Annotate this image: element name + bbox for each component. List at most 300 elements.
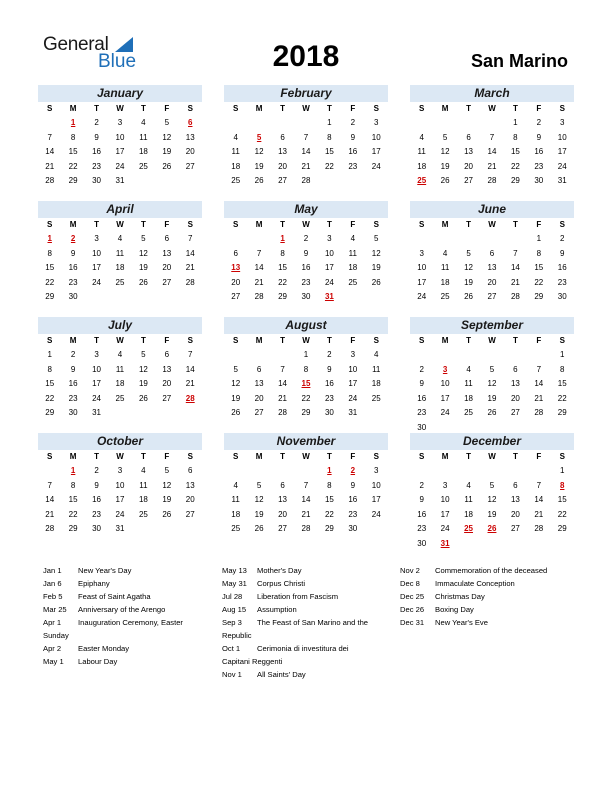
day-cell: 10 <box>92 248 101 258</box>
day-cell: 18 <box>231 161 241 171</box>
day-cell: 9 <box>94 480 99 490</box>
day-cell: 5 <box>141 234 146 243</box>
weekday-label: W <box>116 336 124 345</box>
day-cell: 29 <box>278 292 287 301</box>
day-cell: 18 <box>464 509 473 519</box>
day-cell: 31 <box>115 176 125 185</box>
day-cell: 7 <box>489 132 495 142</box>
day-cell: 22 <box>278 277 287 287</box>
day-cell: 13 <box>464 147 473 156</box>
day-cell: 11 <box>372 364 381 374</box>
weekday-label: T <box>512 336 518 345</box>
weekday-label: S <box>419 220 425 229</box>
month-september <box>410 317 574 435</box>
weekday-label: F <box>164 336 170 345</box>
day-cell: 8 <box>327 480 332 490</box>
holiday-entry <box>43 642 221 655</box>
day-cell: 10 <box>115 480 125 490</box>
holiday-name: Cerimonia di investitura dei <box>257 644 349 653</box>
day-cell: 4 <box>466 480 471 490</box>
holiday-date: Oct 1 <box>222 644 241 653</box>
weekday-label: S <box>187 452 193 461</box>
empty-day-cell <box>527 348 550 363</box>
day-cell: 20 <box>510 509 520 519</box>
weekday-label: S <box>47 336 53 345</box>
day-cell: 16 <box>92 495 101 504</box>
month-april <box>38 201 202 305</box>
day-cell: 1 <box>536 234 542 243</box>
day-cell: 29 <box>301 408 311 417</box>
day-cell: 6 <box>233 248 238 258</box>
day-cell: 9 <box>327 364 332 374</box>
month-days-grid <box>410 102 574 189</box>
holiday-day-cell: 1 <box>70 118 76 127</box>
day-cell: 2 <box>303 234 309 243</box>
day-cell: 4 <box>374 350 379 359</box>
day-cell: 19 <box>254 161 264 171</box>
day-cell: 2 <box>419 480 424 490</box>
holiday-date: Nov 1 <box>222 670 242 679</box>
day-cell: 25 <box>440 292 450 301</box>
day-cell: 24 <box>348 393 358 403</box>
day-cell: 6 <box>489 248 495 258</box>
day-cell: 21 <box>301 509 311 519</box>
empty-day-cell <box>457 464 480 479</box>
holiday-date: Apr 1 <box>43 618 62 627</box>
day-cell: 11 <box>440 263 450 272</box>
weekday-label: W <box>488 452 496 461</box>
day-cell: 17 <box>92 379 101 388</box>
day-cell: 28 <box>301 524 311 533</box>
holiday-name: Labour Day <box>78 657 118 666</box>
month-days-grid <box>224 218 388 305</box>
day-cell: 23 <box>348 509 358 519</box>
empty-day-cell <box>224 348 247 363</box>
weekday-label: M <box>255 220 263 229</box>
day-cell: 13 <box>162 364 172 374</box>
day-cell: 15 <box>68 147 78 156</box>
day-cell: 17 <box>324 263 334 272</box>
month-days-grid <box>410 218 574 305</box>
day-cell: 4 <box>141 466 146 475</box>
weekday-label: M <box>69 336 77 345</box>
weekday-label: S <box>373 104 379 113</box>
holiday-entry <box>222 603 400 616</box>
day-cell: 25 <box>115 393 125 403</box>
day-cell: 22 <box>68 161 78 171</box>
day-cell: 30 <box>92 176 101 185</box>
day-cell: 25 <box>371 393 381 403</box>
day-cell: 4 <box>117 350 123 359</box>
weekday-label: T <box>512 220 518 229</box>
empty-day-cell <box>38 116 61 131</box>
day-cell: 23 <box>92 509 101 519</box>
empty-day-cell <box>433 116 456 131</box>
weekday-label: F <box>350 336 356 345</box>
empty-day-cell <box>410 464 433 479</box>
day-cell: 3 <box>94 350 99 359</box>
day-cell: 27 <box>510 524 520 533</box>
weekday-label: W <box>302 220 310 229</box>
day-cell: 9 <box>350 480 356 490</box>
day-cell: 13 <box>185 132 195 142</box>
day-cell: 29 <box>45 408 55 417</box>
holiday-date: May 31 <box>222 579 247 588</box>
day-cell: 22 <box>534 277 544 287</box>
day-cell: 28 <box>185 277 195 287</box>
month-october <box>38 433 202 537</box>
day-cell: 7 <box>47 132 52 142</box>
day-cell: 3 <box>560 118 565 127</box>
holiday-date: Feb 5 <box>43 592 63 601</box>
holiday-entry <box>43 564 221 577</box>
day-cell: 27 <box>185 161 195 171</box>
day-cell: 30 <box>68 292 78 301</box>
day-cell: 9 <box>350 132 356 142</box>
holiday-date: Jul 28 <box>222 592 243 601</box>
day-cell: 23 <box>557 277 567 287</box>
day-cell: 11 <box>231 147 240 156</box>
day-cell: 5 <box>489 480 495 490</box>
day-cell: 26 <box>162 509 172 519</box>
month-header: October <box>38 433 202 450</box>
holiday-entry <box>43 603 221 616</box>
weekday-label: F <box>350 220 356 229</box>
day-cell: 1 <box>303 350 309 359</box>
day-cell: 21 <box>487 161 497 171</box>
empty-day-cell <box>480 348 503 363</box>
weekday-label: W <box>488 104 496 113</box>
holiday-entry <box>400 577 578 590</box>
empty-day-cell <box>224 232 247 247</box>
day-cell: 6 <box>280 132 285 142</box>
day-cell: 9 <box>303 248 309 258</box>
empty-day-cell <box>38 464 61 479</box>
weekday-label: S <box>233 220 239 229</box>
day-cell: 18 <box>138 147 148 156</box>
empty-day-cell <box>271 116 294 131</box>
day-cell: 28 <box>487 176 497 185</box>
empty-day-cell <box>247 348 270 363</box>
day-cell: 29 <box>557 408 567 417</box>
weekday-label: T <box>140 336 146 345</box>
day-cell: 28 <box>301 176 311 185</box>
day-cell: 8 <box>280 248 285 258</box>
month-days-grid <box>38 102 202 189</box>
day-cell: 23 <box>417 524 427 533</box>
day-cell: 8 <box>47 364 52 374</box>
day-cell: 17 <box>417 277 427 287</box>
weekday-label: T <box>280 452 285 461</box>
day-cell: 10 <box>440 495 450 504</box>
day-cell: 11 <box>348 248 357 258</box>
day-cell: 6 <box>164 234 170 243</box>
day-cell: 17 <box>557 147 567 156</box>
day-cell: 24 <box>92 277 101 287</box>
empty-day-cell <box>433 348 456 363</box>
day-cell: 12 <box>138 364 148 374</box>
weekday-label: W <box>302 336 310 345</box>
day-cell: 30 <box>92 524 101 533</box>
day-cell: 3 <box>117 466 123 475</box>
day-cell: 18 <box>371 379 381 388</box>
day-cell: 4 <box>233 480 238 490</box>
day-cell: 10 <box>371 480 381 490</box>
month-may <box>224 201 388 305</box>
day-cell: 3 <box>350 350 356 359</box>
empty-day-cell <box>294 116 317 131</box>
day-cell: 23 <box>68 277 78 287</box>
weekday-label: M <box>69 104 77 113</box>
month-december <box>410 433 574 551</box>
day-cell: 31 <box>557 176 567 185</box>
day-cell: 22 <box>301 393 311 403</box>
day-cell: 19 <box>371 263 381 272</box>
month-days-grid <box>38 450 202 537</box>
day-cell: 16 <box>92 147 101 156</box>
empty-day-cell <box>457 348 480 363</box>
day-cell: 13 <box>510 379 520 388</box>
day-cell: 15 <box>557 379 567 388</box>
weekday-label: M <box>69 452 77 461</box>
day-cell: 14 <box>534 495 544 504</box>
weekday-label: F <box>536 336 542 345</box>
day-cell: 9 <box>560 248 565 258</box>
day-cell: 29 <box>68 176 78 185</box>
day-cell: 19 <box>138 379 148 388</box>
day-cell: 3 <box>327 234 332 243</box>
day-cell: 20 <box>510 393 520 403</box>
day-cell: 21 <box>185 379 195 388</box>
weekday-label: M <box>255 104 263 113</box>
holiday-day-cell: 31 <box>324 292 334 301</box>
day-cell: 4 <box>442 248 448 258</box>
weekday-label: T <box>140 452 146 461</box>
weekday-label: S <box>233 104 239 113</box>
day-cell: 12 <box>440 147 450 156</box>
day-cell: 22 <box>510 161 520 171</box>
day-cell: 12 <box>231 379 241 388</box>
day-cell: 24 <box>371 161 381 171</box>
holiday-date: Sep 3 <box>222 618 242 627</box>
day-cell: 5 <box>164 118 170 127</box>
day-cell: 15 <box>324 147 334 156</box>
day-cell: 24 <box>371 509 381 519</box>
day-cell: 11 <box>115 248 125 258</box>
month-july <box>38 317 202 421</box>
weekday-label: T <box>466 104 471 113</box>
holiday-column <box>222 564 400 681</box>
day-cell: 18 <box>231 509 241 519</box>
day-cell: 27 <box>510 408 520 417</box>
day-cell: 11 <box>231 495 240 504</box>
day-cell: 2 <box>94 466 99 475</box>
day-cell: 26 <box>162 161 172 171</box>
day-cell: 8 <box>536 248 542 258</box>
empty-day-cell <box>271 464 294 479</box>
logo-text-general: General <box>43 34 109 55</box>
weekday-label: S <box>419 336 425 345</box>
day-cell: 4 <box>233 132 238 142</box>
day-cell: 5 <box>374 234 379 243</box>
day-cell: 29 <box>557 524 567 533</box>
weekday-label: W <box>116 104 124 113</box>
holiday-entry <box>400 603 578 616</box>
day-cell: 9 <box>419 379 424 388</box>
day-cell: 4 <box>117 234 123 243</box>
weekday-label: T <box>326 336 332 345</box>
day-cell: 23 <box>324 393 334 403</box>
weekday-label: M <box>255 336 263 345</box>
empty-day-cell <box>410 348 433 363</box>
month-february <box>224 85 388 189</box>
day-cell: 21 <box>254 277 264 287</box>
day-cell: 17 <box>92 263 101 272</box>
empty-day-cell <box>433 464 456 479</box>
holiday-entry <box>400 590 578 603</box>
holiday-day-cell: 5 <box>256 132 262 142</box>
day-cell: 16 <box>534 147 544 156</box>
holiday-name-continued: Republic <box>222 631 252 640</box>
holiday-entry <box>400 616 578 629</box>
day-cell: 3 <box>94 234 99 243</box>
day-cell: 8 <box>513 132 518 142</box>
day-cell: 30 <box>534 176 544 185</box>
day-cell: 24 <box>115 509 125 519</box>
holiday-day-cell: 31 <box>440 538 450 548</box>
day-cell: 25 <box>231 176 241 185</box>
day-cell: 21 <box>45 161 55 171</box>
holiday-name: Inauguration Ceremony, Easter <box>78 618 183 627</box>
day-cell: 27 <box>278 176 287 185</box>
empty-day-cell <box>504 348 527 363</box>
day-cell: 15 <box>557 495 567 504</box>
day-cell: 28 <box>278 408 287 417</box>
weekday-label: S <box>419 452 425 461</box>
month-header: November <box>224 433 388 450</box>
day-cell: 11 <box>139 132 148 142</box>
day-cell: 20 <box>487 277 497 287</box>
weekday-label: S <box>559 104 565 113</box>
day-cell: 19 <box>231 393 241 403</box>
day-cell: 29 <box>68 524 78 533</box>
day-cell: 21 <box>45 509 55 519</box>
day-cell: 8 <box>327 132 332 142</box>
holiday-entry <box>43 577 221 590</box>
holiday-name: The Feast of San Marino and the <box>257 618 369 627</box>
day-cell: 28 <box>45 176 55 185</box>
day-cell: 29 <box>324 524 334 533</box>
weekday-label: F <box>164 104 170 113</box>
day-cell: 6 <box>513 364 518 374</box>
weekday-label: S <box>559 452 565 461</box>
day-cell: 20 <box>162 263 172 272</box>
empty-day-cell <box>457 232 480 247</box>
day-cell: 25 <box>138 509 148 519</box>
day-cell: 2 <box>419 364 424 374</box>
day-cell: 13 <box>254 379 264 388</box>
holiday-entry <box>43 655 221 668</box>
weekday-label: M <box>441 336 449 345</box>
day-cell: 27 <box>162 393 172 403</box>
day-cell: 30 <box>417 538 427 548</box>
day-cell: 27 <box>487 292 497 301</box>
holiday-day-cell: 25 <box>464 524 473 533</box>
day-cell: 19 <box>162 147 172 156</box>
weekday-label: T <box>280 104 285 113</box>
day-cell: 27 <box>278 524 287 533</box>
day-cell: 27 <box>464 176 473 185</box>
day-cell: 18 <box>348 263 358 272</box>
day-cell: 7 <box>47 480 52 490</box>
day-cell: 14 <box>510 263 520 272</box>
month-days-grid <box>224 102 388 189</box>
day-cell: 24 <box>324 277 334 287</box>
day-cell: 4 <box>419 132 424 142</box>
day-cell: 17 <box>115 147 125 156</box>
month-days-grid <box>224 334 388 421</box>
day-cell: 23 <box>68 393 78 403</box>
weekday-label: T <box>94 220 99 229</box>
day-cell: 16 <box>68 263 78 272</box>
month-days-grid <box>38 334 202 421</box>
day-cell: 24 <box>417 292 427 301</box>
holiday-day-cell: 15 <box>301 379 311 388</box>
weekday-label: T <box>280 220 285 229</box>
holiday-name: Anniversary of the Arengo <box>78 605 166 614</box>
holiday-day-cell: 2 <box>350 466 356 475</box>
day-cell: 10 <box>92 364 101 374</box>
holiday-date: Jan 1 <box>43 566 62 575</box>
day-cell: 22 <box>45 393 55 403</box>
day-cell: 18 <box>115 263 125 272</box>
day-cell: 19 <box>464 277 473 287</box>
weekday-label: T <box>466 336 471 345</box>
empty-day-cell <box>247 464 270 479</box>
day-cell: 2 <box>560 234 565 243</box>
holiday-date: May 1 <box>43 657 64 666</box>
day-cell: 20 <box>464 161 473 171</box>
day-cell: 29 <box>510 176 520 185</box>
day-cell: 20 <box>278 509 287 519</box>
weekday-label: F <box>536 452 542 461</box>
day-cell: 1 <box>327 118 332 127</box>
holiday-entry <box>222 590 400 603</box>
day-cell: 16 <box>417 393 427 403</box>
day-cell: 16 <box>348 147 358 156</box>
weekday-label: S <box>187 104 193 113</box>
month-march <box>410 85 574 189</box>
day-cell: 3 <box>374 466 379 475</box>
day-cell: 28 <box>45 524 55 533</box>
day-cell: 21 <box>534 509 544 519</box>
month-days-grid <box>38 218 202 305</box>
day-cell: 15 <box>45 379 55 388</box>
day-cell: 20 <box>254 393 264 403</box>
day-cell: 16 <box>417 509 427 519</box>
holiday-day-cell: 6 <box>188 118 193 127</box>
empty-day-cell <box>504 464 527 479</box>
month-days-grid <box>224 450 388 537</box>
day-cell: 1 <box>560 350 565 359</box>
day-cell: 20 <box>278 161 287 171</box>
day-cell: 11 <box>464 379 473 388</box>
holiday-name: Feast of Saint Agatha <box>78 592 151 601</box>
month-november <box>224 433 388 537</box>
month-header: February <box>224 85 388 102</box>
weekday-label: F <box>164 220 170 229</box>
holiday-entry <box>222 577 400 590</box>
